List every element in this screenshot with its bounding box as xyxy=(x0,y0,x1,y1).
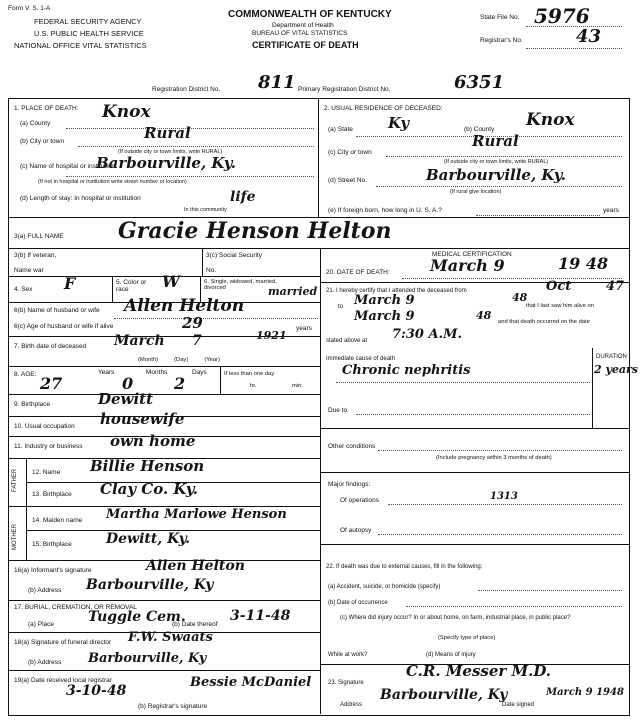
agency-line-2: U.S. PUBLIC HEALTH SERVICE xyxy=(34,29,144,38)
stay-value: life xyxy=(230,189,256,205)
operations-label: Of operations xyxy=(340,497,380,504)
bureau: BUREAU OF VITAL STATISTICS xyxy=(252,30,348,37)
local-registrar-label: (b) Registrar's signature xyxy=(138,703,208,710)
father-side-label: FATHER xyxy=(12,468,18,492)
birthplace-label: 9. Birthplace xyxy=(14,401,51,408)
spouse-value: Allen Helton xyxy=(124,296,245,316)
hospital-note: (If not in hospital or institution write street number or location) xyxy=(38,179,187,185)
age-days-label: Days xyxy=(192,369,207,376)
age-years-label: Years xyxy=(98,369,115,376)
department: Department of Health xyxy=(272,22,334,29)
age-years: 27 xyxy=(40,374,63,393)
occupation-label: 10. Usual occupation xyxy=(14,423,75,430)
burial-label: 17. BURIAL, CREMATION, OR REMOVAL xyxy=(14,604,137,611)
registration-district-number: 811 xyxy=(258,72,296,93)
attend-to-label: to xyxy=(338,304,344,310)
funeral-director-label: 18(a) Signature of funeral director xyxy=(14,639,112,646)
age-days: 2 xyxy=(174,374,186,393)
physician-address: Barbourville, Ky xyxy=(380,687,508,703)
date-of-death-year: 19 48 xyxy=(558,254,609,273)
age-months-label: Months xyxy=(146,369,168,376)
primary-registration-number: 6351 xyxy=(454,72,505,93)
attend-from: Oct xyxy=(546,279,572,294)
major-findings-label: Major findings: xyxy=(328,481,371,488)
foreign-born-label: (e) If foreign born, how long in U. S. A.? xyxy=(328,207,442,214)
duration-label: DURATION xyxy=(596,354,627,360)
autopsy-label: Of autopsy xyxy=(340,527,372,534)
other-conditions-label: Other conditions xyxy=(328,443,376,450)
mother-birthplace-label: 15. Birthplace xyxy=(32,541,72,548)
marital-value: married xyxy=(268,285,318,298)
death-occurred-label: and that death occurred on the date xyxy=(498,319,590,325)
mother-name-value: Martha Marlowe Henson xyxy=(106,507,287,522)
burial-place-label: (a) Place xyxy=(28,621,55,628)
birth-month: March xyxy=(114,333,165,349)
res-street-note: (If rural give location) xyxy=(450,189,502,195)
stated-time: 7:30 A.M. xyxy=(392,327,462,342)
burial-place-value: Tuggle Cem. xyxy=(88,609,186,625)
operations-value: 1313 xyxy=(490,491,518,502)
mother-birthplace-value: Dewitt, Ky. xyxy=(106,531,191,547)
industry-label: 11. Industry or business xyxy=(14,443,83,450)
color-label: 5. Color or race xyxy=(116,279,147,293)
funeral-address: Barbourville, Ky xyxy=(88,651,207,666)
local-registrar-signature: Bessie McDaniel xyxy=(190,675,312,690)
age-label: 8. AGE: xyxy=(14,371,37,378)
stay-community-label: In this community xyxy=(184,207,227,213)
father-birthplace-value: Clay Co. Ky. xyxy=(100,480,198,498)
res-state-label: (a) State xyxy=(328,126,353,133)
funeral-director-signature: F.W. Swaats xyxy=(128,630,213,645)
res-street-value: Barbourville, Ky. xyxy=(426,166,566,184)
immediate-cause-value: Chronic nephritis xyxy=(342,363,471,378)
agency-line-3: NATIONAL OFFICE VITAL STATISTICS xyxy=(14,41,147,50)
age-less-than-day-label: If less than one day xyxy=(224,371,275,377)
birth-sub-labels: (Month) (Day) (Year) xyxy=(138,357,220,363)
physician-signature-label: 23. Signature xyxy=(328,680,364,686)
means-of-injury-label: (d) Means of injury xyxy=(426,652,476,658)
mother-name-label: 14. Maiden name xyxy=(32,517,83,524)
duration-value: 2 years xyxy=(594,363,638,376)
occurrence-label: (b) Date of occurrence xyxy=(328,600,388,606)
state-file-number: 5976 xyxy=(534,4,590,28)
res-city-value: Rural xyxy=(472,132,519,150)
primary-registration-label: Primary Registration District No. xyxy=(298,86,391,93)
father-birthplace-label: 13. Birthplace xyxy=(32,491,72,498)
pregnancy-note: (Include pregnancy within 3 months of death) xyxy=(436,455,552,461)
due-to-label: Due to xyxy=(328,407,348,414)
age-min-label: min. xyxy=(292,383,303,389)
date-of-death-label: 20. DATE OF DEATH: xyxy=(326,269,390,276)
residence-label: 2. USUAL RESIDENCE OF DECEASED: xyxy=(324,105,443,112)
county-label: (a) County xyxy=(20,120,51,127)
attend-from-year: 47 xyxy=(606,279,625,294)
county-value: Knox xyxy=(102,102,151,122)
hospital-value: Barbourville, Ky. xyxy=(96,154,236,172)
birth-year: 1921 xyxy=(256,329,287,342)
physician-signature: C.R. Messer M.D. xyxy=(406,662,552,680)
last-saw-year: 48 xyxy=(476,309,492,322)
attend-to-year: 48 xyxy=(512,291,528,304)
full-name-label: 3(a) FULL NAME xyxy=(14,233,64,240)
accident-label: (a) Accident, suicide, or homicide (specify) xyxy=(328,584,441,590)
physician-address-label: Address xyxy=(340,702,363,708)
veteran-label: 3(b) If veteran, xyxy=(14,252,57,259)
age-hr-label: hr. xyxy=(250,383,257,389)
certificate-title: CERTIFICATE OF DEATH xyxy=(252,40,359,50)
agency-line-1: FEDERAL SECURITY AGENCY xyxy=(34,17,142,26)
city-label: (b) City or town xyxy=(20,138,65,145)
burial-date-value: 3-11-48 xyxy=(230,608,291,624)
place-of-death-label: 1. PLACE OF DEATH: xyxy=(14,105,79,112)
full-name-value: Gracie Henson Helton xyxy=(118,218,392,244)
informant-signature: Allen Helton xyxy=(146,558,245,574)
occupation-value: housewife xyxy=(100,410,185,428)
city-value: Rural xyxy=(144,124,191,142)
funeral-address-label: (b) Address xyxy=(28,659,62,666)
sex-label: 4. Sex xyxy=(14,286,33,293)
birth-day: 7 xyxy=(192,333,202,349)
war-label: Name war xyxy=(14,267,44,274)
state-title: COMMONWEALTH OF KENTUCKY xyxy=(228,9,392,20)
birthplace-value: Dewitt xyxy=(98,390,154,408)
marital-label: 6. Single, widowed, married, divorced xyxy=(204,279,277,291)
father-name-value: Billie Henson xyxy=(90,457,205,475)
res-street-label: (d) Street No. xyxy=(328,177,368,184)
father-name-label: 12. Name xyxy=(32,469,61,476)
registrar-label: Registrar's No. xyxy=(480,37,523,44)
last-saw-value: March 9 xyxy=(354,309,415,324)
attend-label: 21. I hereby certify that I attended the deceased from xyxy=(326,288,467,294)
date-signed-value: March 9 1948 xyxy=(546,687,624,698)
medical-certification-title: MEDICAL CERTIFICATION xyxy=(432,251,512,258)
spouse-age-unit: years xyxy=(296,325,312,332)
city-note: (If outside city or town limits, write RURAL) xyxy=(118,149,223,155)
where-injury-label: (c) Where did injury occur? In or about home, on farm, industrial place, in public place? xyxy=(340,615,571,621)
social-security-label: 3(c) Social Security xyxy=(206,252,262,259)
specify-place-note: (Specify type of place) xyxy=(438,635,496,641)
res-city-note: (If outside city or town limits, write RURAL) xyxy=(444,159,549,165)
stay-label: (d) Length of stay: In hospital or institution xyxy=(20,195,141,202)
spouse-age-label: 6(c) Age of husband or wife if alive xyxy=(14,323,114,330)
sex-value: F xyxy=(64,274,76,293)
burial-date-label: (b) Date thereof xyxy=(172,621,218,628)
date-received-label: 19(a) Date received local registrar xyxy=(14,677,112,684)
form-number: Form V. S. 1-A xyxy=(8,5,51,12)
social-security-no-label: No. xyxy=(206,267,217,274)
death-certificate xyxy=(6,4,638,720)
age-months: 0 xyxy=(122,374,134,393)
informant-address-label: (b) Address xyxy=(28,587,62,594)
last-saw-label: that I last saw him alive on xyxy=(526,303,594,309)
attend-to: March 9 xyxy=(354,293,415,308)
informant-label: 16(a) Informant's signature xyxy=(14,567,92,574)
stated-above-label: stated above at xyxy=(326,338,368,344)
while-at-work-label: While at work? xyxy=(328,652,368,658)
spouse-age-value: 29 xyxy=(182,314,203,332)
mother-side-label: MOTHER xyxy=(12,524,18,550)
immediate-cause-label: Immediate cause of death xyxy=(326,356,396,362)
industry-value: own home xyxy=(110,432,196,450)
registration-district-label: Registration District No. xyxy=(152,86,221,93)
res-county-value: Knox xyxy=(526,110,575,130)
hospital-label: (c) Name of hospital or institution xyxy=(20,163,116,170)
date-received-value: 3-10-48 xyxy=(66,683,127,699)
date-of-death-value: March 9 xyxy=(430,256,505,275)
spouse-label: 6(b) Name of husband or wife xyxy=(14,307,100,314)
res-county-label: (b) County xyxy=(464,126,495,133)
birth-date-label: 7. Birth date of deceased xyxy=(14,343,87,350)
state-file-label: State File No. xyxy=(480,14,520,21)
registrar-number: 43 xyxy=(576,26,602,47)
date-signed-label: Date signed xyxy=(502,702,535,708)
res-city-label: (c) City or town xyxy=(328,149,372,156)
foreign-years-label: years xyxy=(603,207,619,214)
external-causes-label: 22. If death was due to external causes, fill in the following: xyxy=(326,564,483,570)
color-value: W xyxy=(162,272,180,291)
informant-address: Barbourville, Ky xyxy=(86,577,214,593)
res-state-value: Ky xyxy=(388,114,410,132)
